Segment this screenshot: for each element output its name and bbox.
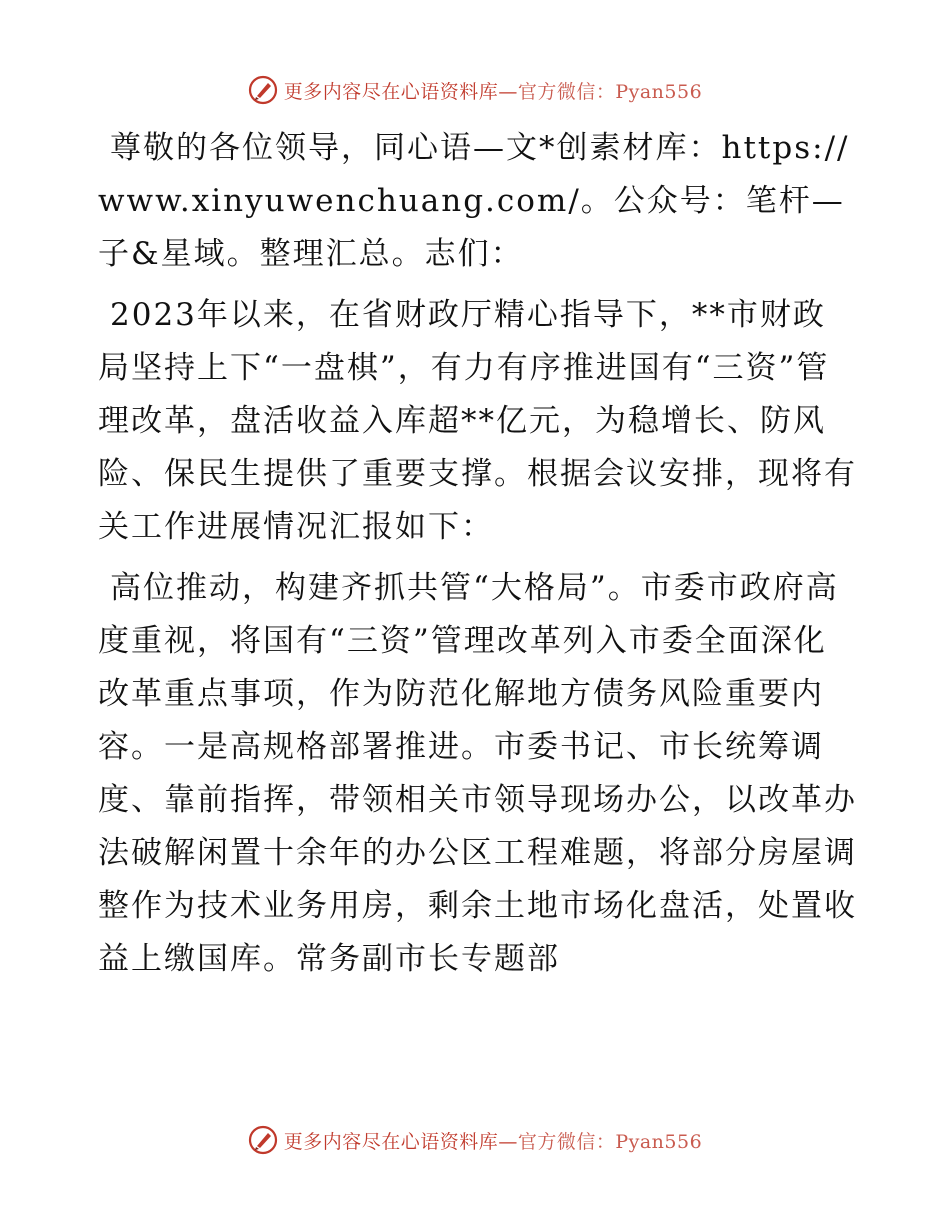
paragraph-intro: 2023年以来，在省财政厅精心指导下，**市财政局坚持上下“一盘棋”，有力有序推进国有“三资”管理改革，盘活收益入库超**亿元，为稳增长、防风险、保民生提供了重要支撑。根据会议安排，现将有关工作进展情况汇报如下：	[98, 297, 857, 545]
banner-wechat-id: Pyan556	[615, 80, 703, 103]
document-body	[98, 122, 858, 994]
banner-wechat-id: Pyan556	[615, 1130, 703, 1153]
banner-site-text: 更多内容尽在心语资料库	[283, 80, 499, 103]
banner-wechat-label: 官方微信：	[517, 1130, 616, 1153]
brush-logo-icon	[248, 1125, 278, 1155]
banner-dash: —	[498, 80, 518, 103]
paragraph-section-one: 高位推动，构建齐抓共管“大格局”。市委市政府高度重视，将国有“三资”管理改革列入市委全面深化改革重点事项，作为防范化解地方债务风险重要内容。一是高规格部署推进。市委书记、市长统筹调度、靠前指挥，带领相关市领导现场办公，以改革办法破解闲置十余年的办公区工程难题，将部分房屋调整作为技术业务用房，剩余土地市场化盘活，处置收益上缴国库。常务副市长专题部	[98, 570, 857, 977]
banner-wechat-label: 官方微信：	[517, 80, 616, 103]
paragraph-greeting: 尊敬的各位领导，同心语—文*创素材库：https://www.xinyuwenchuang.com/。公众号：笔杆—子&星域。整理汇总。志们：	[98, 130, 850, 272]
banner-text	[284, 1127, 702, 1154]
banner-dash: —	[498, 1130, 518, 1153]
footer-watermark-banner	[0, 1122, 950, 1158]
banner-text	[284, 77, 702, 104]
brush-logo-icon	[248, 75, 278, 105]
header-watermark-banner	[0, 72, 950, 108]
banner-site-text: 更多内容尽在心语资料库	[283, 1130, 499, 1153]
